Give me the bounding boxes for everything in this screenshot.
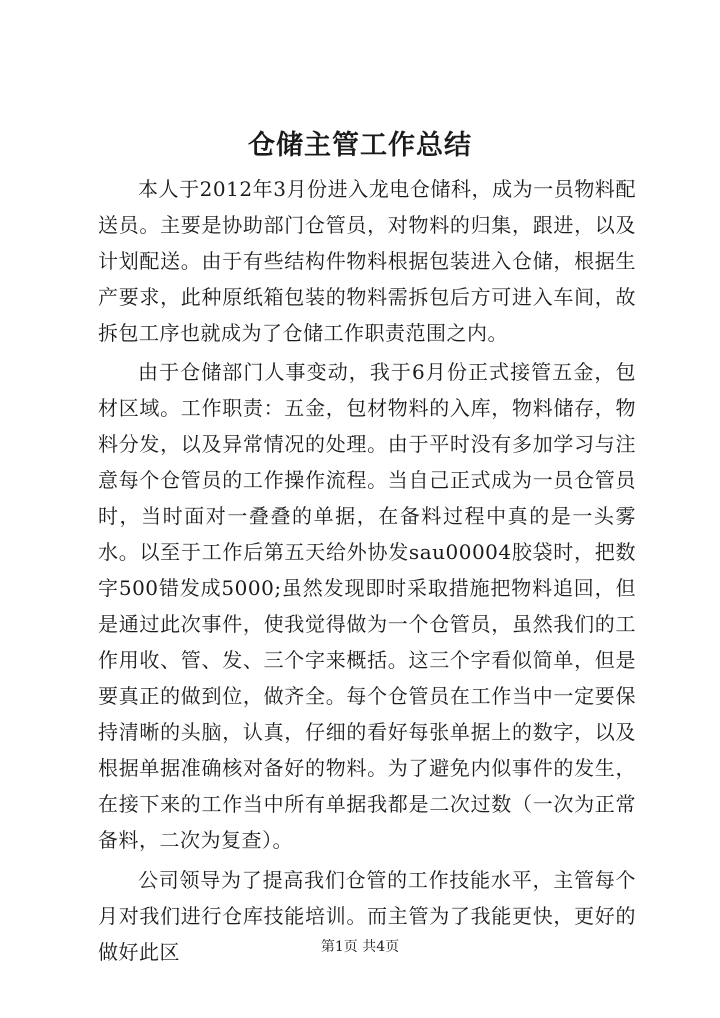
paragraph-2: 由于仓储部门人事变动，我于6月份正式接管五金，包材区域。工作职责：五金，包材物料的入库，物料储存，物料分发，以及异常情况的处理。由于平时没有多加学习与注意每个仓管员的工作操作流程。当自己正式成为一员仓管员时，当时面对一叠叠的单据，在备料过程中真的是一头雾水。以至于工作后第五天给外协发sau00004胶袋时，把数字500错发成5000;虽然发现即时采取措施把物料追回，但是通过此次事件，使我觉得做为一个仓管员，虽然我们的工作用收、管、发、三个字来概括。这三个字看似简单，但是要真正的做到位，做齐全。每个仓管员在工作当中一定要保持清晰的头脑，认真，仔细的看好每张单据上的数字，以及根据单据准确核对备好的物料。为了避免内似事件的发生，在接下来的工作当中所有单据我都是二次过数（一次为正常备料，二次为复查）。 — [98, 360, 636, 852]
paragraph-3: 公司领导为了提高我们仓管的工作技能水平，主管每个月对我们进行仓库技能培训。而主管为了我能更快，更好的做好此区 — [98, 868, 636, 964]
document-body — [98, 171, 636, 970]
paragraph-1: 本人于2012年3月份进入龙电仓储科，成为一员物料配送员。主要是协助部门仓管员，对物料的归集，跟进，以及计划配送。由于有些结构件物料根据包装进入仓储，根据生产要求，此种原纸箱包装的物料需拆包后方可进入车间，故拆包工序也就成为了仓储工作职责范围之内。 — [98, 177, 636, 345]
page-footer: 第1页 共4页 — [320, 939, 400, 955]
document-title: 仓储主管工作总结 — [248, 130, 472, 161]
